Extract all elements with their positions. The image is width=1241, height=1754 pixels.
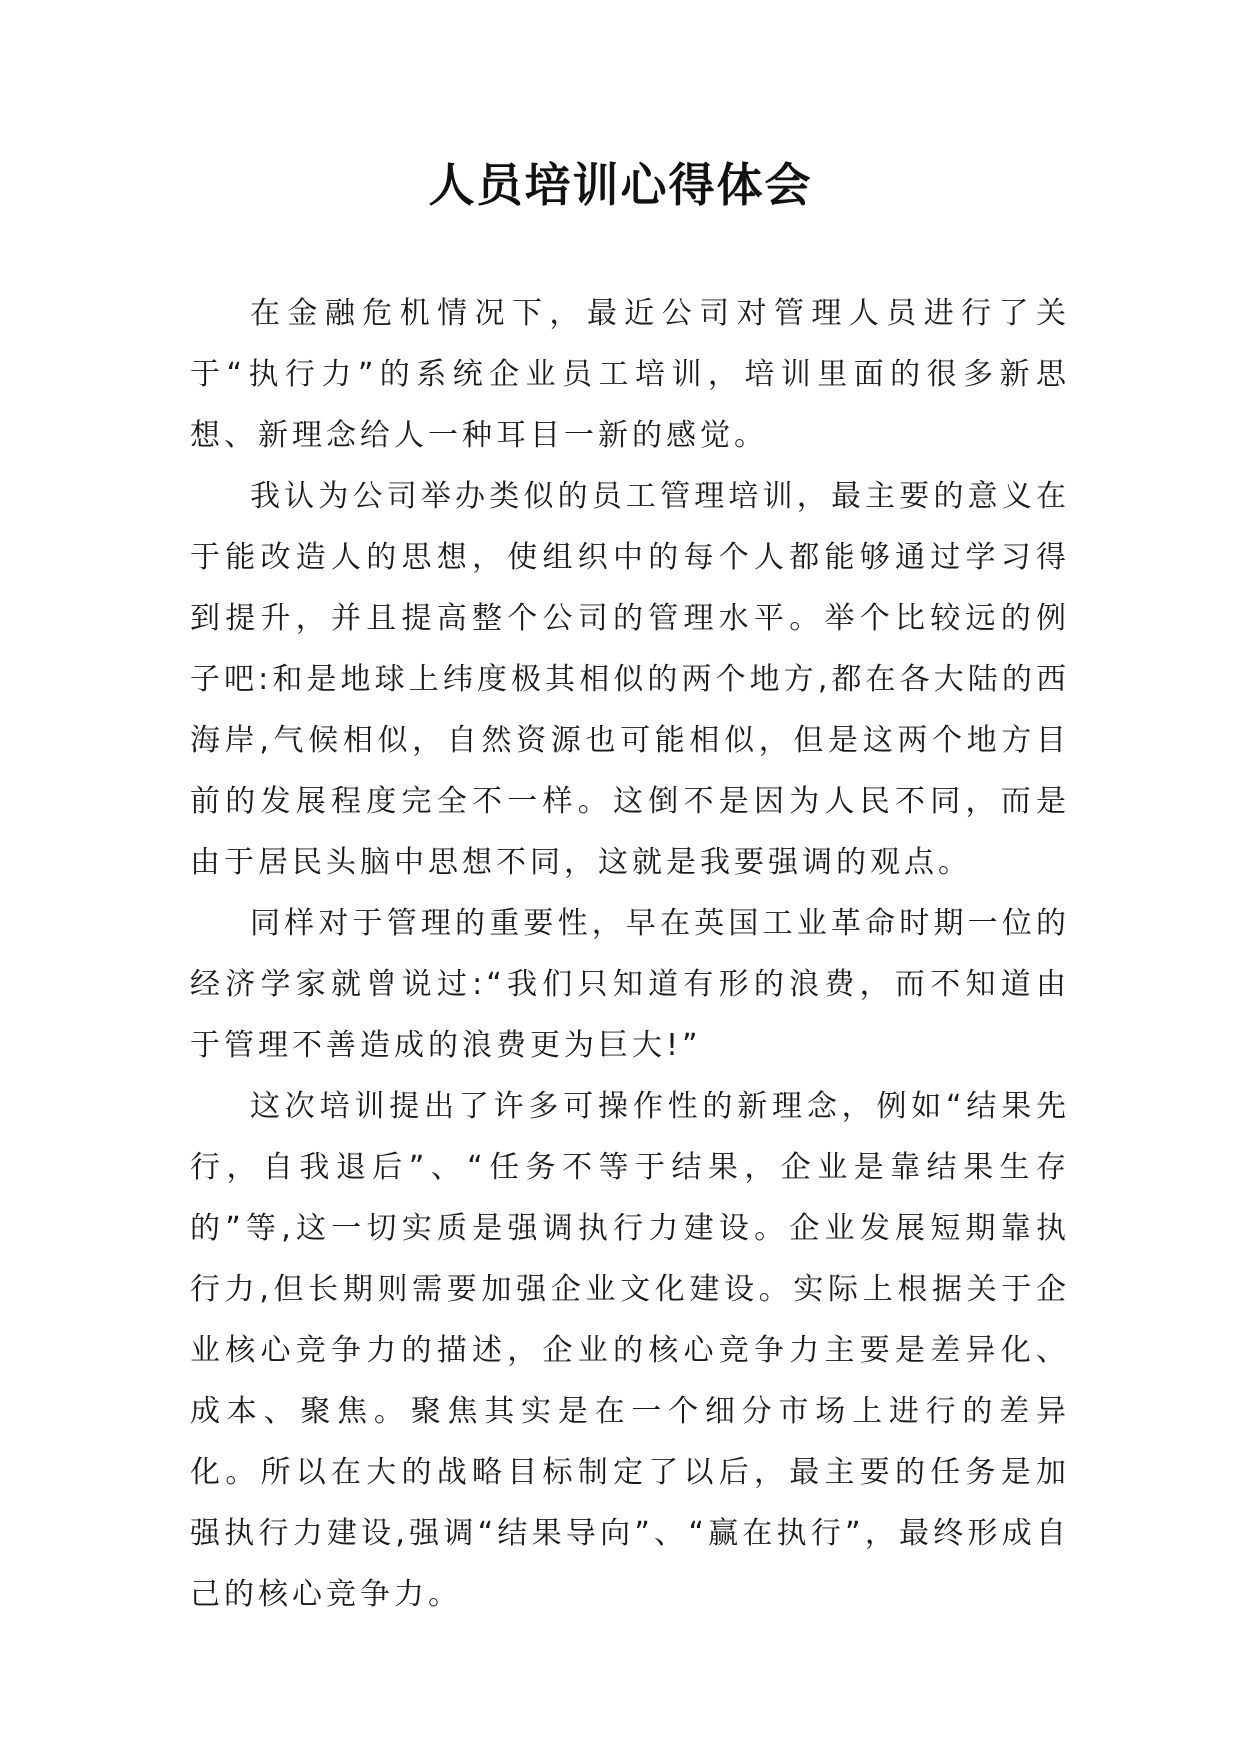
paragraph: 同样对于管理的重要性，早在英国工业革命时期一位的经济学家就曾说过:“我们只知道有形的浪费，而不知道由于管理不善造成的浪费更为巨大!” bbox=[190, 906, 1070, 1063]
paragraph: 这次培训提出了许多可操作性的新理念，例如“结果先行，自我退后”、“任务不等于结果，企业是靠结果生存的”等,这一切实质是强调执行力建设。企业发展短期靠执行力,但长期则需要加强企业文化建设。实际上根据关于企业核心竞争力的描述，企业的核心竞争力主要是差异化、成本、聚焦。聚焦其实是在一个细分市场上进行的差异化。所以在大的战略目标制定了以后，最主要的任务是加强执行力建设,强调“结果导向”、“赢在执行”，最终形成自己的核心竞争力。 bbox=[190, 1089, 1070, 1612]
document-body bbox=[190, 283, 1070, 1625]
paragraph: 我认为公司举办类似的员工管理培训，最主要的意义在于能改造人的思想，使组织中的每个人都能够通过学习得到提升，并且提高整个公司的管理水平。举个比较远的例子吧:和是地球上纬度极其相似的两个地方,都在各大陆的西海岸,气候相似，自然资源也可能相似，但是这两个地方目前的发展程度完全不一样。这倒不是因为人民不同，而是由于居民头脑中思想不同，这就是我要强调的观点。 bbox=[190, 479, 1070, 880]
paragraph: 在金融危机情况下，最近公司对管理人员进行了关于“执行力”的系统企业员工培训，培训里面的很多新思想、新理念给人一种耳目一新的感觉。 bbox=[190, 296, 1070, 453]
document-title: 人员培训心得体会 bbox=[428, 158, 813, 212]
